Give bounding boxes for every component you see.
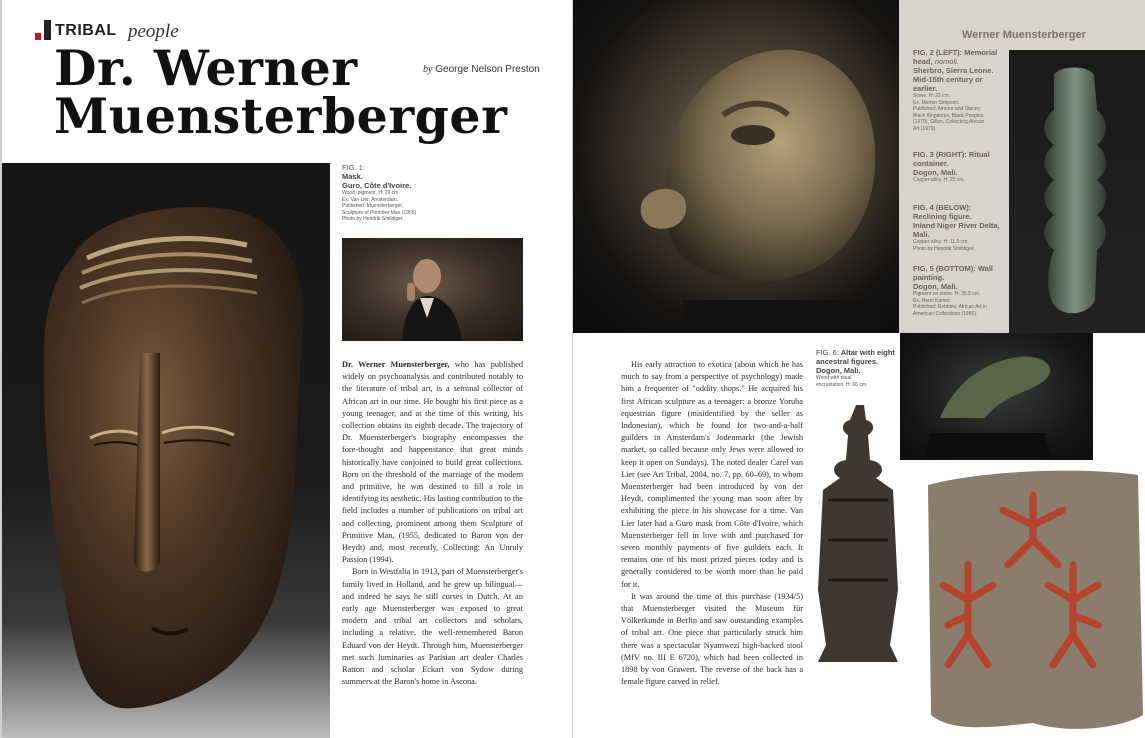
portrait-illustration — [342, 238, 523, 341]
fig1-detail: Ex. Van Lier, Amsterdam. — [342, 196, 399, 203]
fig2-detail: (1979), Gillon, Collecting African — [913, 119, 985, 125]
fig4-title: FIG. 4 (BELOW): Reclining figure. — [913, 203, 972, 221]
fig4-caption — [913, 203, 1007, 252]
ritual-container-illustration — [1009, 50, 1145, 333]
fig5-place: Dogon, Mali. — [913, 282, 958, 291]
fig6-place: Dogon, Mali. — [816, 366, 861, 375]
fig3-detail: Copper alloy. H: 20 cm. — [913, 177, 965, 183]
fig3-title: FIG. 3 (RIGHT): Ritual container. — [913, 150, 990, 168]
fig1-label: FIG. 1: — [342, 163, 365, 172]
title-line-1: Dr. Werner — [54, 39, 358, 97]
article-title — [54, 39, 508, 145]
fig1-line1: Mask. — [342, 172, 363, 181]
article-column-2 — [621, 359, 803, 688]
section-sublabel: people — [128, 21, 179, 42]
fig3-place: Dogon, Mali. — [913, 168, 958, 177]
fig2-detail: Ex. Merton Simpson. — [913, 99, 960, 106]
wall-painting-photo — [923, 465, 1145, 738]
altar-photo — [808, 400, 908, 668]
byline — [423, 64, 540, 75]
fig2-detail: Art (1979). — [913, 125, 937, 132]
fig2-detail: Stone. H: 22 cm. — [913, 93, 951, 99]
fig2-detail: Published: Atmore and Stacey, — [913, 106, 982, 112]
fig1-detail: Sculpture of Primitive Man (1955) — [342, 209, 417, 216]
fig6-detail: encrustation. H: 66 cm. — [816, 381, 868, 388]
lead-name: Dr. Werner Muensterberger, — [342, 360, 450, 369]
article-column-1 — [342, 359, 523, 688]
paragraph: who has published widely on psychoanalysis and contributed notably to the literature of tribal art, is a seminal collector of African art in our time. He bought his first piece as a young teenager, and at the time of this writing, his collection obtains its eighth decade. The trajectory of Dr. Muensterberger's biography encompasses the fore-thought and happenstance that great minds historically have conjoined to build great collections. Born on the threshold of the marriage of the modern and primitive, he was destined to fill a role in identifying its aesthetic. His lasting contribution to the field includes a number of publications on tribal art and collecting, prominent among them Sculpture of Primitive Man, (1955, dedicated to Baron von der Heydt) and, most recently, Collecting: An Unruly Passion (1994). — [342, 360, 523, 565]
fig2-detail: Black Kingdoms, Black Peoples — [913, 112, 984, 119]
kicker-red-bar — [35, 33, 41, 40]
paragraph: His early attraction to exotica (about which he has much to say from a perspective of psychology) made him a frequenter of "oddity shops." He acquired his first African sculpture as a teenager: a bronze Yoruba equestrian figure (misidentified by the seller as Indonesian), which he found for two-and-a-half guilders in Amsterdam's Jodenmarkt (the Jewish market, so called because only Jews were allowed to keep it open on Sundays). The noted dealer Carel van Lier (see Art Tribal, 2004, no. 7, pp. 60–69), to whom Muensterberger had been introduced by von der Heydt, complimented the young man soon after by exhibiting the piece in his showcase for a time. Van Lier later had a Guro mask from Côte d'Ivoire, which Muensterberger fell in love with and purchased for seven monthly payments of five guilders each. It remains one of his most prized pieces today and is generally considered to be worth more than he paid for it. — [621, 360, 803, 589]
running-title: Werner Muensterberger — [962, 29, 1086, 41]
fig1-detail: Published: Muensterberger, — [342, 203, 404, 209]
fig5-detail: Published: Robbins, African Art in — [913, 304, 987, 310]
fig4-detail: Copper alloy. H: 11.5 cm. — [913, 239, 969, 245]
fig4-place: Inland Niger River Delta, Mali. — [913, 221, 1000, 239]
memorial-head-photo — [573, 0, 899, 333]
title-line-2: Muensterberger — [54, 87, 508, 145]
byline-prefix: by — [423, 64, 433, 75]
paragraph: It was around the time of this purchase (1934/5) that Muensterberger visited the Museum für Völkerkunde in Berlin and saw outstanding examples of tribal art. One piece that particularly struck him there was a spectacular Nyamwezi high-backed stool (MfV no. III E 6720), which had been collected in 1898 by von Grawert. The reverse of the back has a female figure carved in relief. — [621, 591, 803, 687]
byline-author: George Nelson Preston — [435, 64, 540, 75]
fig2-caption — [913, 48, 1007, 132]
fig1-caption — [342, 163, 522, 223]
fig1-detail: Photo by Hendrik Smildiger. — [342, 216, 404, 222]
fig5-title: FIG. 5 (BOTTOM): Wall painting. — [913, 264, 993, 282]
guro-mask-photo — [2, 163, 330, 738]
reclining-figure-illustration — [900, 333, 1093, 460]
guro-mask-illustration — [2, 163, 330, 738]
muensterberger-portrait-photo — [342, 238, 523, 341]
fig6-title: FIG. 6: Altar with eight ancestral figures. — [816, 348, 895, 366]
left-page — [2, 0, 572, 738]
fig1-line2: Guro, Côte d'Ivoire. — [342, 181, 412, 190]
reclining-figure-photo — [900, 333, 1093, 460]
fig6-detail: Wood with ritual — [816, 375, 852, 381]
kicker-black-bar — [44, 20, 51, 40]
ritual-container-photo — [1009, 50, 1145, 333]
section-label: TRIBAL — [55, 22, 117, 39]
fig5-caption — [913, 264, 1007, 317]
fig2-title: FIG. 2 (LEFT): Memorial head, nomoli. — [913, 48, 998, 66]
memorial-head-illustration — [573, 0, 899, 333]
wall-painting-illustration — [923, 465, 1145, 738]
fig1-detail: Wood, pigment. H: 29 cm. — [342, 190, 400, 196]
fig5-detail: Ex. Henri Kamer. — [913, 297, 951, 304]
fig5-detail: American Collections (1966). — [913, 310, 978, 317]
right-page — [573, 0, 1145, 738]
fig5-detail: Pigment on stone. H: 35.5 cm. — [913, 291, 981, 297]
altar-illustration — [808, 400, 908, 668]
fig6-caption — [816, 348, 896, 388]
fig2-place: Sherbro, Sierra Leone. Mid-15th century or earlier. — [913, 66, 994, 93]
paragraph: Born in Westfalia in 1913, part of Muensterberger's family lived in Holland, and he grew up bilingual—and indeed he says he still curses in Dutch. At an early age Muensterberger was exposed to great modern and tribal art collectors and scholars, including a relative, the well-remembered Baron Eduard von der Heydt. Through him, Muensterberger met such luminaries as Parisian art dealer Charles Ratton and scholar Eckart von Sydow during summers at the Baron's home in Ascona. — [342, 567, 523, 687]
fig4-detail: Photo by Hendrik Smildiger. — [913, 245, 975, 252]
fig3-caption — [913, 150, 1007, 184]
